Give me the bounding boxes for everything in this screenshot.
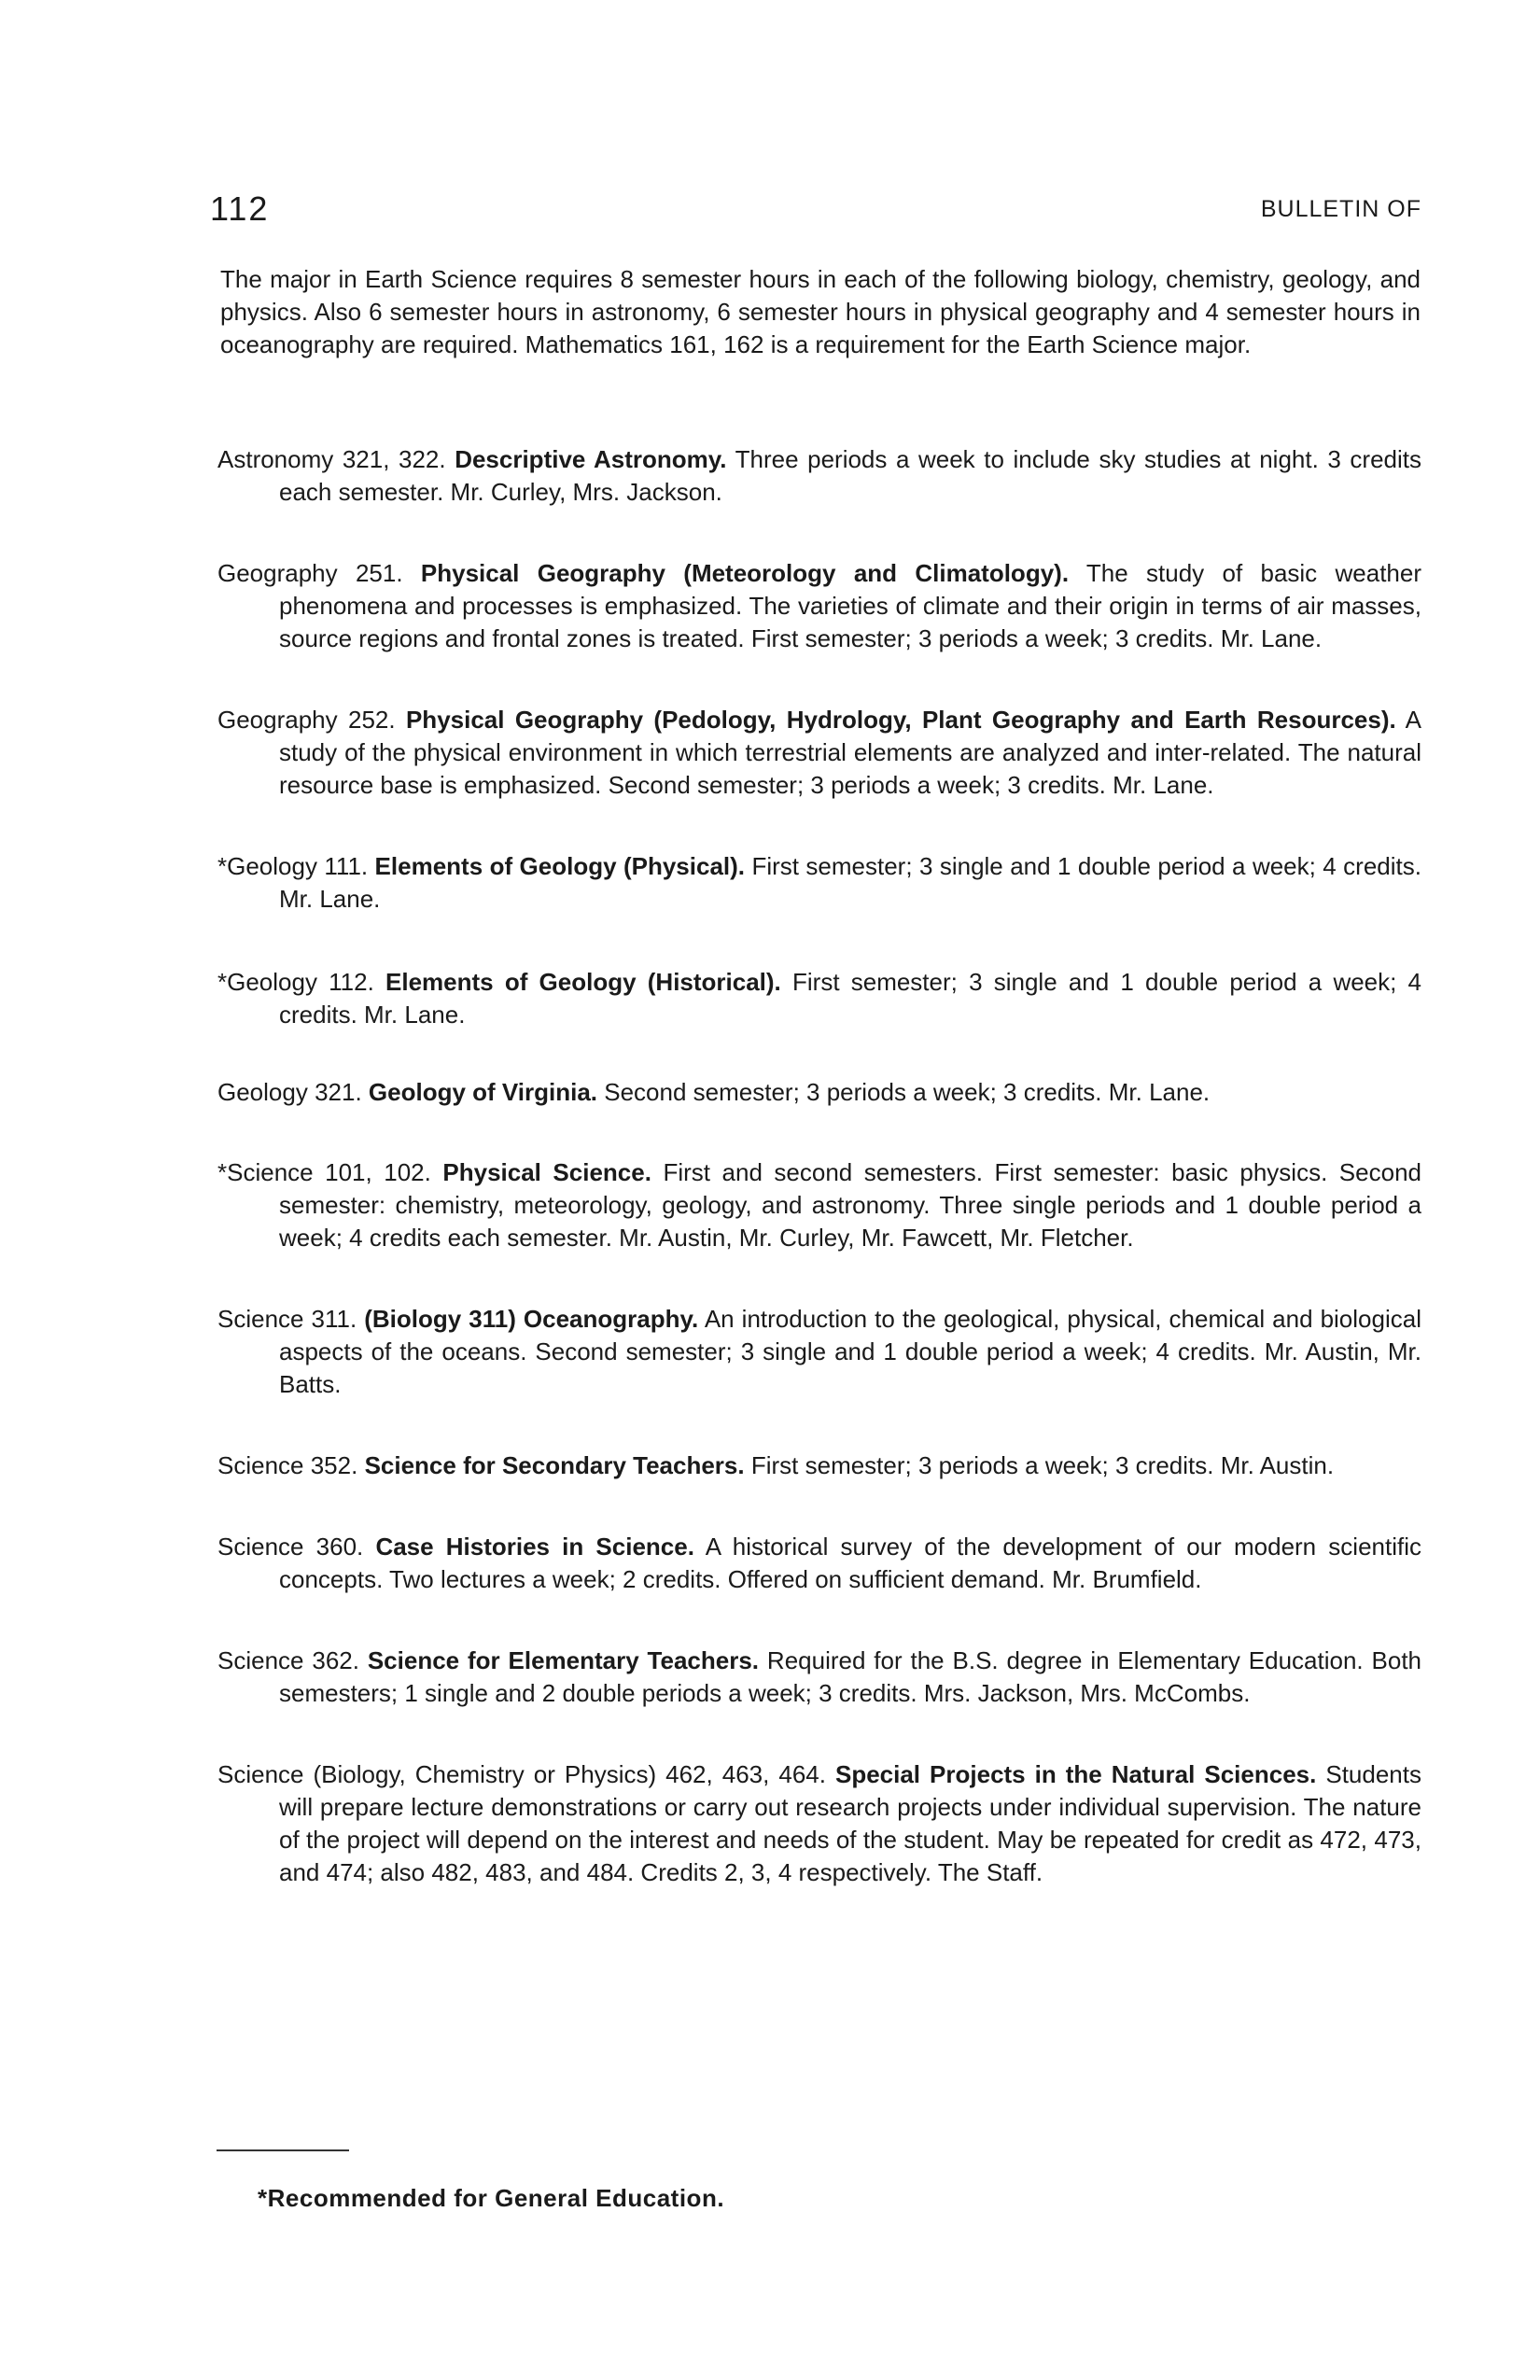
course-entry [217, 1758, 1421, 1889]
course-title: Special Projects in the Natural Sciences. [834, 1760, 1317, 1788]
course-description: Required for the B.S. degree in Elementary Education. Both semesters; 1 single and 2 double periods a week; 3 credits. Mrs. Jackson, Mrs. McCombs. [279, 1646, 1421, 1707]
intro-paragraph: The major in Earth Science requires 8 semester hours in each of the following biology, chemistry, geology, and physics. Also 6 semester hours in astronomy, 6 semester hours in physical geography and 4 semester hours in oceanography are required. Mathematics 161, 162 is a requirement for the Earth Science major. [220, 265, 1421, 358]
course-title: Physical Science. [442, 1158, 651, 1186]
running-head: BULLETIN OF [1260, 196, 1421, 222]
course-entry [217, 1531, 1421, 1596]
course-description: An introduction to the geological, physical, chemical and biological aspects of the oceans. Second semester; 3 single and 1 double period a week; 4 credits. Mr. Austin, Mr. Batts. [279, 1305, 1421, 1398]
course-title: (Biology 311) Oceanography. [364, 1305, 699, 1333]
course-number: *Geology 112. [217, 968, 374, 996]
course-title: Science for Secondary Teachers. [364, 1451, 745, 1479]
course-description: First semester; 3 periods a week; 3 credits. Mr. Austin. [750, 1451, 1335, 1479]
course-number: *Science 101, 102. [217, 1158, 431, 1186]
course-number: Science 362. [217, 1646, 359, 1674]
course-title: Descriptive Astronomy. [455, 445, 727, 473]
course-description: The study of basic weather phenomena and processes is emphasized. The varieties of climate and their origin in terms of air masses, source regions and frontal zones is treated. First semester; 3 periods a week; 3 credits. Mr. Lane. [279, 559, 1421, 652]
course-title: Physical Geography (Meteorology and Climatology). [420, 559, 1070, 587]
course-number: Astronomy 321, 322. [217, 445, 446, 473]
course-entry [217, 704, 1421, 802]
course-entry [217, 1449, 1421, 1482]
footnote: *Recommended for General Education. [258, 2184, 725, 2212]
course-entry [217, 557, 1421, 655]
course-entry [217, 1156, 1421, 1254]
course-title: Physical Geography (Pedology, Hydrology, Plant Geography and Earth Resources). [405, 706, 1396, 734]
course-description: First semester; 3 single and 1 double period a week; 4 credits. Mr. Lane. [279, 968, 1422, 1029]
course-number: Science 311. [217, 1305, 357, 1333]
course-title: Geology of Virginia. [368, 1078, 598, 1106]
course-title: Elements of Geology (Historical). [385, 968, 781, 996]
course-description: Three periods a week to include sky studies at night. 3 credits each semester. Mr. Curley, Mrs. Jackson. [279, 445, 1421, 506]
course-title: Case Histories in Science. [375, 1533, 694, 1561]
course-entry [217, 1076, 1421, 1109]
course-title: Science for Elementary Teachers. [367, 1646, 760, 1674]
course-number: *Geology 111. [217, 852, 369, 880]
course-list [217, 443, 1421, 1889]
course-entry [217, 443, 1421, 509]
course-description: A historical survey of the development of our modern scientific concepts. Two lectures a week; 2 credits. Offered on sufficient demand. Mr. Brumfield. [279, 1533, 1421, 1593]
course-description: First semester; 3 single and 1 double period a week; 4 credits. Mr. Lane. [279, 852, 1421, 913]
course-description: Students will prepare lecture demonstrations or carry out research projects under individual supervision. The nature of the project will depend on the interest and needs of the student. May be repeated for credit as 472, 473, and 474; also 482, 483, and 484. Credits 2, 3, 4 respectively. The Staff. [279, 1760, 1421, 1886]
course-number: Geography 252. [217, 706, 396, 734]
footnote-divider [217, 2149, 349, 2151]
course-number: Geology 321. [217, 1078, 362, 1106]
course-description: First and second semesters. First semester: basic physics. Second semester: chemistry, meteorology, geology, and astronomy. Three single periods and 1 double period a week; 4 credits each semester. Mr. Austin, Mr. Curley, Mr. Fawcett, Mr. Fletcher. [279, 1158, 1421, 1252]
course-number: Science 360. [217, 1533, 364, 1561]
course-entry [217, 850, 1421, 916]
course-entry [217, 1645, 1421, 1710]
course-number: Science (Biology, Chemistry or Physics) 462, 463, 464. [217, 1760, 826, 1788]
course-entry [217, 966, 1421, 1031]
course-title: Elements of Geology (Physical). [374, 852, 746, 880]
course-number: Science 352. [217, 1451, 358, 1479]
course-entry [217, 1303, 1421, 1401]
page-number: 112 [210, 189, 270, 228]
course-description: Second semester; 3 periods a week; 3 credits. Mr. Lane. [604, 1078, 1211, 1106]
course-number: Geography 251. [217, 559, 403, 587]
course-description: A study of the physical environment in which terrestrial elements are analyzed and inter-related. The natural resource base is emphasized. Second semester; 3 periods a week; 3 credits. Mr. Lane. [279, 706, 1421, 799]
